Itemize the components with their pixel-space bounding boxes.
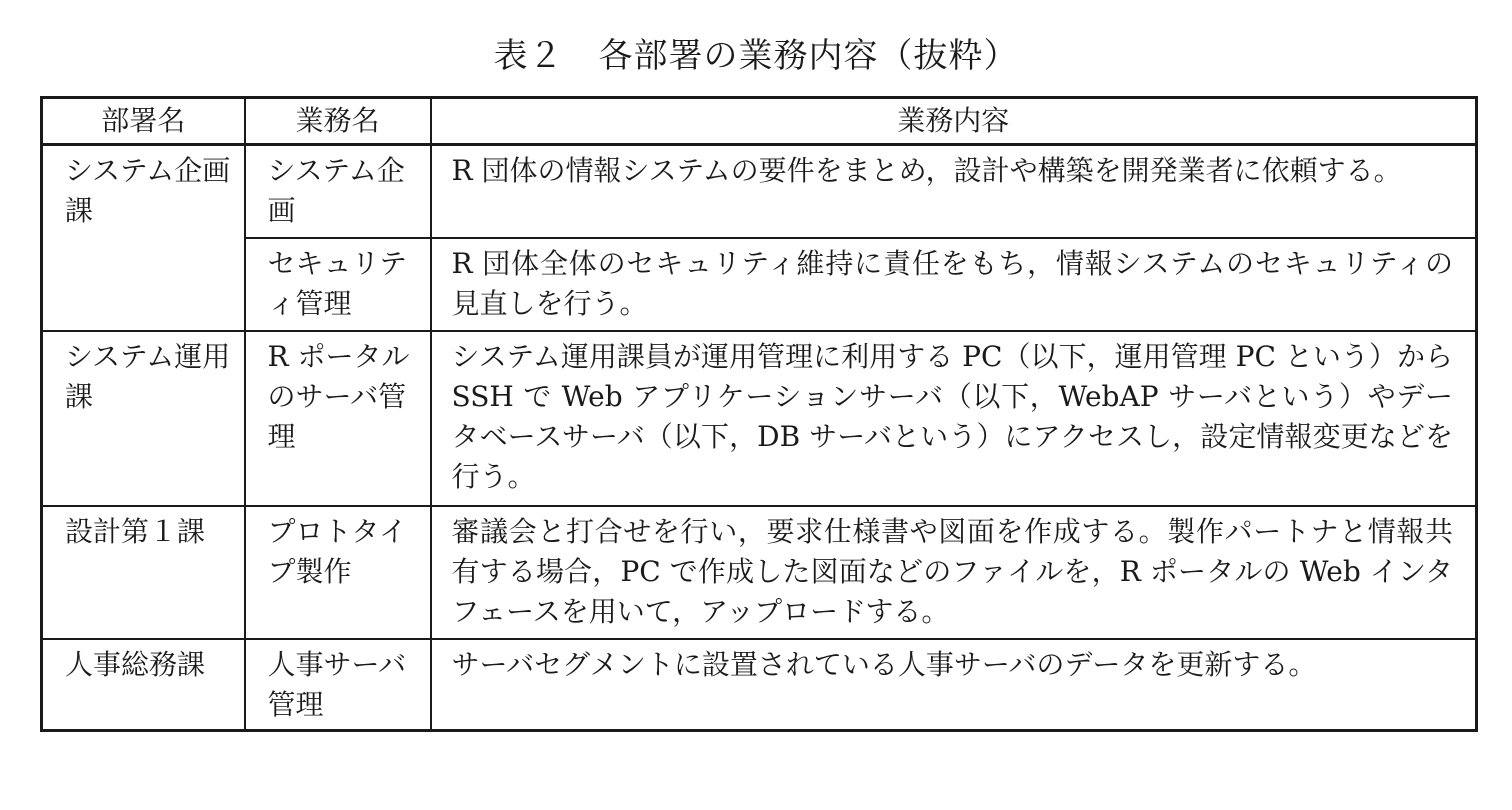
header-task: 業務名 xyxy=(245,98,431,145)
table-header-row xyxy=(42,98,1477,145)
table-row xyxy=(42,506,1477,639)
header-department: 部署名 xyxy=(42,98,245,145)
table-row xyxy=(42,145,1477,239)
table-row xyxy=(42,238,1477,331)
header-description: 業務内容 xyxy=(431,98,1477,145)
description-cell: システム運用課員が運用管理に利用する PC（以下，運用管理 PC という）から SSH で Web アプリケーションサーバ（以下，WebAP サーバという）やデータベースサーバ（以下，DB サーバという）にアクセスし，設定情報変更などを行う。 xyxy=(431,331,1477,506)
department-cell: 人事総務課 xyxy=(42,639,245,731)
description-cell: R 団体全体のセキュリティ維持に責任をもち，情報システムのセキュリティの見直しを行う。 xyxy=(431,238,1477,331)
description-cell: サーバセグメントに設置されている人事サーバのデータを更新する。 xyxy=(431,639,1477,731)
table-row xyxy=(42,639,1477,731)
task-cell: R ポータルのサーバ管理 xyxy=(245,331,431,506)
task-cell: システム企画 xyxy=(245,145,431,239)
department-cell: システム運用課 xyxy=(42,331,245,506)
department-duties-table xyxy=(40,96,1478,732)
description-cell: R 団体の情報システムの要件をまとめ，設計や構築を開発業者に依頼する。 xyxy=(431,145,1477,239)
table-row xyxy=(42,331,1477,506)
table-title: 表２ 各部署の業務内容（抜粋） xyxy=(493,36,1019,76)
task-cell: セキュリティ管理 xyxy=(245,238,431,331)
task-cell: プロトタイプ製作 xyxy=(245,506,431,639)
department-cell: システム企画課 xyxy=(42,145,245,332)
description-cell: 審議会と打合せを行い，要求仕様書や図面を作成する。製作パートナと情報共有する場合，PC で作成した図面などのファイルを，R ポータルの Web インタフェースを用いて，アップロードする。 xyxy=(431,506,1477,639)
department-cell: 設計第１課 xyxy=(42,506,245,639)
task-cell: 人事サーバ管理 xyxy=(245,639,431,731)
